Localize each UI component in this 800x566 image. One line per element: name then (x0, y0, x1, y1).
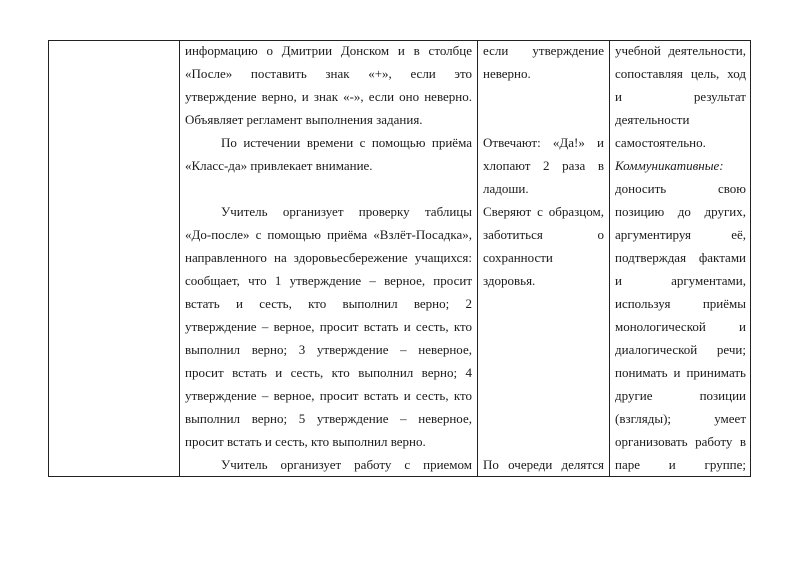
text-line: информацию о Дмитрии Донском и в столбце (185, 43, 472, 58)
text-line: заботиться о (483, 227, 604, 242)
text-line: здоровья. (483, 273, 536, 288)
text-line: учебной деятельности, (615, 43, 746, 58)
text-line: самостоятельно. (615, 135, 706, 150)
lesson-table (48, 40, 751, 477)
text-line: По очереди делятся (483, 457, 604, 472)
text-line: ладоши. (483, 181, 529, 196)
text-line: Учитель организует работу с приемом (221, 457, 472, 472)
text-line: и аргументами, (615, 273, 746, 288)
text-line: понимать и принимать (615, 365, 746, 380)
text-line: деятельности (615, 112, 690, 127)
text-line: выполнил верно; 5 утверждение – неверное, (185, 411, 472, 426)
text-line: аргументируя её, (615, 227, 746, 242)
text-line: сообщает, что 1 утверждение – верное, просит (185, 273, 472, 288)
text-line: По истечении времени с помощью приёма (221, 135, 472, 150)
text-line: выполнил верно; 3 утверждение – неверное, (185, 342, 472, 357)
text-line: Сверяют с образцом, (483, 204, 604, 219)
table-cell-student-activity (478, 41, 610, 476)
text-line: Отвечают: «Да!» и (483, 135, 604, 150)
text-line: хлопают 2 раза в (483, 158, 604, 173)
text-line: Коммуникативные: (615, 158, 724, 173)
text-line: просит встать и сесть, кто выполнил верно. (185, 434, 426, 449)
text-line: используя приёмы (615, 296, 746, 311)
text-line: утверждение – верное, просит встать и сесть, кто (185, 319, 472, 334)
text-line: направленного на здоровьесбережение учащихся: (185, 250, 472, 265)
table-cell-teacher-activity (180, 41, 478, 476)
text-line: «Класс-да» привлекает внимание. (185, 158, 373, 173)
table-cell-empty (49, 41, 180, 476)
text-line: встать и сесть, кто выполнил верно; 2 (185, 296, 472, 311)
text-line: «До-после» с помощью приёма «Взлёт-Посадка», (185, 227, 472, 242)
text-line: утверждение – верное, просит встать и сесть, кто (185, 388, 472, 403)
text-line: Учитель организует проверку таблицы (221, 204, 472, 219)
text-line: просит встать и сесть, кто выполнил верно; 4 (185, 365, 472, 380)
text-line: Объявляет регламент выполнения задания. (185, 112, 423, 127)
text-line: другие позиции (615, 388, 746, 403)
text-line: неверно. (483, 66, 531, 81)
text-line: подтверждая фактами (615, 250, 746, 265)
table-cell-learning-outcomes (610, 41, 751, 476)
text-line: паре и группе; (615, 457, 746, 472)
text-line: утверждение верно, и знак «-», если оно неверно. (185, 89, 472, 104)
text-line: (взгляды); умеет (615, 411, 746, 426)
text-line: диалогической речи; (615, 342, 746, 357)
text-line: доносить свою (615, 181, 746, 196)
text-line: сопоставляя цель, ход (615, 66, 746, 81)
text-line: и результат (615, 89, 746, 104)
text-line: сохранности (483, 250, 553, 265)
text-line: позицию до других, (615, 204, 746, 219)
text-line: организовать работу в (615, 434, 746, 449)
text-line: «После» поставить знак «+», если это (185, 66, 472, 81)
text-line: монологической и (615, 319, 746, 334)
text-line: если утверждение (483, 43, 604, 58)
